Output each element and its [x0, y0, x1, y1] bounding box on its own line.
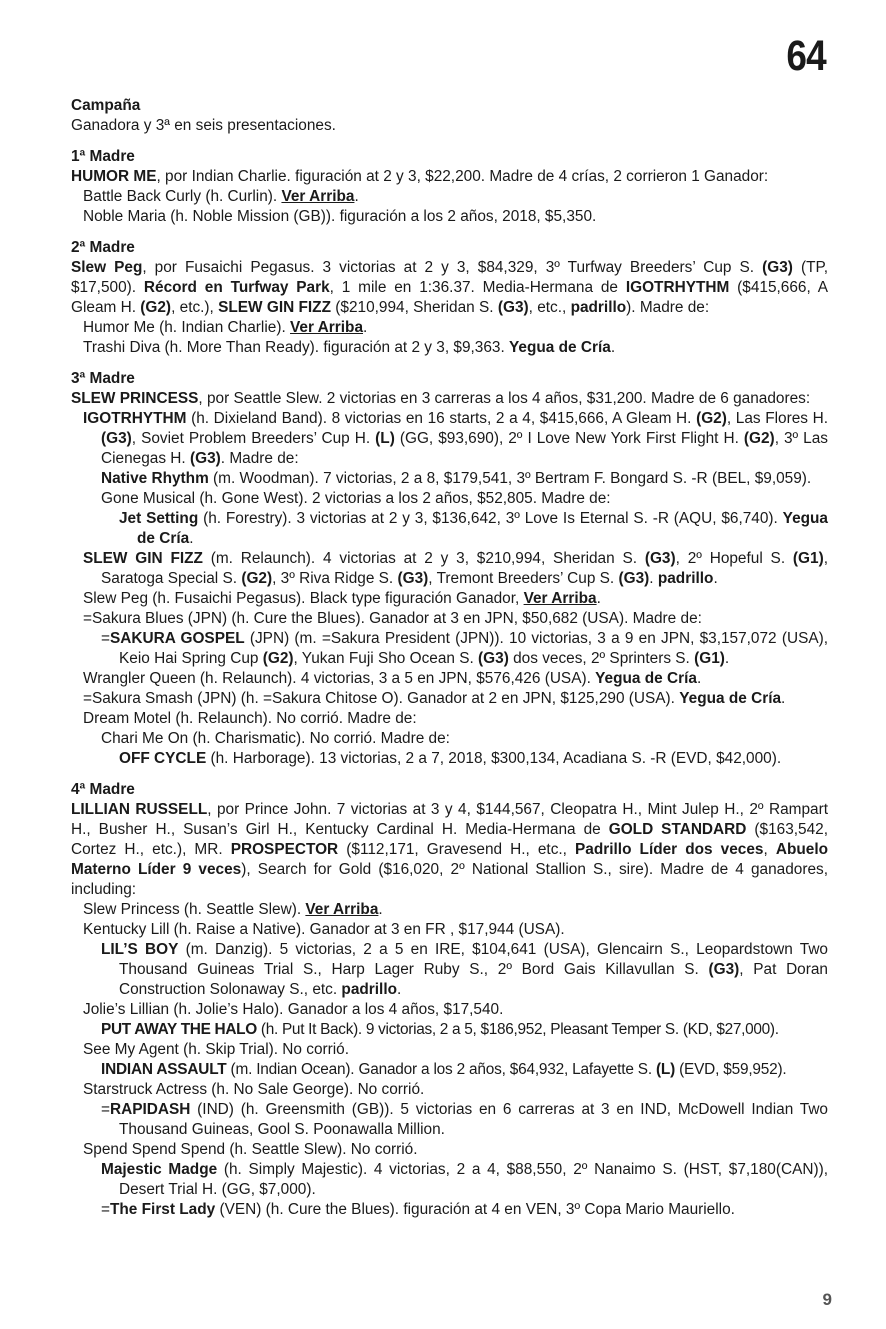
foal-text: (IND) (h. Greensmith (GB)). 5 victorias en 6 carreras at 3 en IND, McDowell Indian Two Thousand Guineas, Gool S. Poonawalla Million.: [119, 1101, 828, 1138]
foal-entry: [71, 920, 828, 940]
foal-text: =Sakura Blues (JPN) (h. Cure the Blues). Ganador at 3 en JPN, $50,682 (USA). Madre de:: [83, 610, 702, 627]
dam-text: ,: [763, 841, 776, 858]
foal-text: .: [649, 570, 658, 587]
foal-entry: [71, 940, 828, 1000]
grade-label: (G3): [644, 550, 676, 567]
foal-entry: [71, 318, 828, 338]
foal-text: (EVD, $59,952).: [675, 1061, 787, 1078]
foal-text: Kentucky Lill (h. Raise a Native). Ganador at 3 en FR , $17,944 (USA).: [83, 921, 565, 938]
campana-text: Ganadora y 3ª en seis presentaciones.: [71, 117, 336, 134]
foal-entry: [71, 1000, 828, 1020]
dam-text: , etc.),: [171, 299, 219, 316]
section-campana: [71, 96, 828, 136]
dam-text: ($415,666, A Gleam H.: [71, 279, 828, 316]
grade-label: (G3): [708, 961, 740, 978]
foal-end: .: [724, 650, 730, 667]
dam-name: HUMOR ME: [71, 168, 157, 185]
horse-name: GOLD STANDARD: [608, 821, 747, 838]
section-madre-1: [71, 147, 828, 227]
ver-arriba-link[interactable]: Ver Arriba: [281, 188, 355, 205]
foal-text: (m. Indian Ocean). Ganador a los 2 años, $64,932, Lafayette S.: [226, 1061, 656, 1078]
horse-name: The First Lady: [110, 1201, 216, 1218]
section-madre-2: [71, 238, 828, 358]
foal-end: .: [781, 690, 786, 707]
foal-entry: [71, 1100, 828, 1140]
grade-label: (G3): [478, 650, 509, 667]
foal-text: Jolie’s Lillian (h. Jolie’s Halo). Ganador a los 4 años, $17,540.: [83, 1001, 504, 1018]
sire-label: padrillo: [341, 981, 398, 998]
broodmare-label: Yegua de Cría: [679, 690, 782, 707]
foal-entry: [71, 609, 828, 629]
foal-text: , Las Flores H.: [726, 410, 828, 427]
foal-text: (m. Relaunch). 4 victorias at 2 y 3, $210,994, Sheridan S.: [202, 550, 645, 567]
section-title-madre-2: 2ª Madre: [71, 239, 135, 256]
foal-text: See My Agent (h. Skip Trial). No corrió.: [83, 1041, 350, 1058]
grade-label: (L): [655, 1061, 676, 1078]
ver-arriba-link[interactable]: Ver Arriba: [305, 901, 379, 918]
foal-text: (h. Simply Majestic). 4 victorias, 2 a 4, $88,550, 2º Nanaimo S. (HST, $7,180(CAN)), Desert Trial H. (GG, $7,000).: [119, 1161, 828, 1198]
dam-text: , por Indian Charlie. figuración at 2 y 3, $22,200. Madre de 4 crías, 2 corrieron 1 Ganador:: [156, 168, 769, 185]
foal-text: , Yukan Fuji Sho Ocean S.: [293, 650, 479, 667]
dam-paragraph: [71, 389, 828, 409]
grade-label: (G3): [618, 570, 650, 587]
foal-entry: [71, 338, 828, 358]
foal-text: , Saratoga Special S.: [101, 550, 828, 587]
foal-text: (JPN) (m. =Sakura President (JPN)). 10 victorias, 3 a 9 en JPN, $3,157,072 (USA), Keio Hai Spring Cup: [119, 630, 828, 667]
ver-arriba-link[interactable]: Ver Arriba: [290, 319, 363, 336]
foal-end: .: [610, 339, 616, 356]
foal-text: , 2º Hopeful S.: [675, 550, 793, 567]
foal-text: (h. Harborage). 13 victorias, 2 a 7, 2018, $300,134, Acadiana S. -R (EVD, $42,000).: [206, 750, 782, 767]
foal-entry: [71, 509, 828, 549]
foal-entry: [71, 629, 828, 669]
foal-entry: [71, 669, 828, 689]
grade-label: (L): [375, 430, 395, 447]
foal-entry: [71, 549, 828, 589]
foal-entry: [71, 689, 828, 709]
dam-paragraph: [71, 800, 828, 900]
grade-label: (G2): [241, 570, 273, 587]
foal-text: Chari Me On (h. Charismatic). No corrió. Madre de:: [101, 730, 450, 747]
grade-label: (G2): [140, 299, 172, 316]
dam-name: SLEW PRINCESS: [71, 390, 199, 407]
dam-paragraph: [71, 167, 828, 187]
horse-name: Majestic Madge: [101, 1161, 218, 1178]
foal-prefix: =: [101, 1201, 110, 1218]
ver-arriba-link[interactable]: Ver Arriba: [523, 590, 597, 607]
horse-name: LIL’S BOY: [101, 941, 179, 958]
sire-label: padrillo: [570, 299, 627, 316]
foal-entry: [71, 469, 828, 489]
horse-name: IGOTRHYTHM: [625, 279, 730, 296]
grade-label: (G3): [762, 259, 793, 276]
grade-label: (G2): [743, 430, 775, 447]
grade-label: (G2): [696, 410, 727, 427]
foal-text: (m. Woodman). 7 victorias, 2 a 8, $179,541, 3º Bertram F. Bongard S. -R (BEL, $9,059).: [208, 470, 812, 487]
horse-name: Jet Setting: [119, 510, 199, 527]
horse-name: SAKURA GOSPEL: [110, 630, 245, 647]
section-madre-4: [71, 780, 828, 1220]
sire-title-label: Padrillo Líder dos veces: [575, 841, 764, 858]
foal-entry: [71, 749, 828, 769]
grade-label: (G3): [397, 570, 429, 587]
pedigree-document: [71, 96, 828, 1231]
grade-label: (G3): [101, 430, 132, 447]
dam-text: (TP, $17,500).: [71, 259, 829, 296]
foal-text: Gone Musical (h. Gone West). 2 victorias a los 2 años, $52,805. Madre de:: [101, 490, 611, 507]
foal-end: .: [189, 530, 194, 547]
horse-name: INDIAN ASSAULT: [101, 1061, 227, 1078]
foal-text: (h. Dixieland Band). 8 victorias en 16 starts, 2 a 4, $415,666, A Gleam H.: [186, 410, 697, 427]
foal-entry: [71, 1200, 828, 1220]
section-madre-3: [71, 369, 828, 769]
broodmare-label: Yegua de Cría: [509, 339, 611, 356]
grade-label: (G3): [497, 299, 529, 316]
foal-entry: [71, 1020, 828, 1040]
foal-text: Spend Spend Spend (h. Seattle Slew). No corrió.: [83, 1141, 418, 1158]
foal-end: .: [354, 188, 359, 205]
dam-text: , por Seattle Slew. 2 victorias en 3 carreras a los 4 años, $31,200. Madre de 6 ganadores:: [198, 390, 811, 407]
foal-entry: [71, 409, 828, 469]
dam-name: Slew Peg: [71, 259, 143, 276]
dam-name: LILLIAN RUSSELL: [71, 801, 208, 818]
foal-end: .: [397, 981, 402, 998]
foal-text: dos veces, 2º Sprinters S.: [508, 650, 695, 667]
horse-name: SLEW GIN FIZZ: [218, 299, 331, 316]
foal-text: , 3º Riva Ridge S.: [272, 570, 398, 587]
foal-entry: [71, 709, 828, 729]
foal-entry: [71, 1160, 828, 1200]
foal-entry: [71, 489, 828, 509]
dam-text: ). Madre de:: [626, 299, 710, 316]
foal-text: , Soviet Problem Breeders’ Cup H.: [131, 430, 376, 447]
foal-text: Slew Peg (h. Fusaichi Pegasus). Black type figuración Ganador,: [83, 590, 524, 607]
horse-name: PUT AWAY THE HALO: [101, 1021, 257, 1038]
foal-entry: [71, 589, 828, 609]
foal-text: Battle Back Curly (h. Curlin).: [83, 188, 282, 205]
dam-text: ($112,171, Gravesend H., etc.,: [338, 841, 576, 858]
dam-text: , por Prince John. 7 victorias at 3 y 4, $144,567, Cleopatra H., Mint Julep H., 2º Rampart H., Busher H., Susan’s Girl H., Kentucky Cardinal H. Media-Hermana de: [71, 801, 828, 838]
section-title-madre-3: 3ª Madre: [71, 370, 135, 387]
foal-text: (VEN) (h. Cure the Blues). figuración at 4 en VEN, 3º Copa Mario Mauriello.: [215, 1201, 735, 1218]
section-title-madre-4: 4ª Madre: [71, 781, 135, 798]
sire-title-label: Abuelo Materno Líder 9 veces: [71, 841, 828, 878]
foal-entry: [71, 1080, 828, 1100]
grade-label: (G2): [262, 650, 294, 667]
foal-text: =Sakura Smash (JPN) (h. =Sakura Chitose O). Ganador at 2 en JPN, $125,290 (USA).: [83, 690, 680, 707]
section-title-madre-1: 1ª Madre: [71, 148, 135, 165]
section-title-campana: Campaña: [71, 97, 141, 114]
foal-end: .: [596, 590, 601, 607]
sire-label: padrillo: [657, 570, 714, 587]
dam-paragraph: [71, 258, 828, 318]
foal-text: Noble Maria (h. Noble Mission (GB)). figuración a los 2 años, 2018, $5,350.: [83, 208, 597, 225]
horse-name: SLEW GIN FIZZ: [83, 550, 203, 567]
foal-text: Dream Motel (h. Relaunch). No corrió. Madre de:: [83, 710, 417, 727]
broodmare-label: Yegua de Cría: [595, 670, 697, 687]
foal-text: (h. Put It Back). 9 victorias, 2 a 5, $186,952, Pleasant Temper S. (KD, $27,000).: [256, 1021, 779, 1038]
horse-name: RAPIDASH: [110, 1101, 191, 1118]
foal-end: .: [696, 670, 702, 687]
foal-entry: [71, 729, 828, 749]
foal-entry: [71, 187, 828, 207]
dam-text: ($163,542, Cortez H., etc.), MR.: [71, 821, 829, 858]
dam-text: ), Search for Gold ($16,020, 2º National Stallion S., sire). Madre de 4 ganadores, including:: [71, 861, 828, 898]
foal-prefix: =: [101, 1101, 110, 1118]
foal-text: Starstruck Actress (h. No Sale George). No corrió.: [83, 1081, 425, 1098]
foal-prefix: =: [101, 630, 110, 647]
page-number: 9: [822, 1290, 832, 1309]
foal-text: , Tremont Breeders’ Cup S.: [428, 570, 619, 587]
record-label: Récord en Turfway Park: [143, 279, 330, 296]
dam-text: , por Fusaichi Pegasus. 3 victorias at 2 y 3, $84,329, 3º Turfway Breeders’ Cup S.: [142, 259, 763, 276]
foal-text: , Pat Doran Construction Solonaway S., etc.: [119, 961, 828, 998]
foal-text: Trashi Diva (h. More Than Ready). figuración at 2 y 3, $9,363.: [83, 339, 510, 356]
foal-end: .: [378, 901, 383, 918]
grade-label: (G1): [792, 550, 824, 567]
foal-text: Humor Me (h. Indian Charlie).: [83, 319, 290, 336]
foal-text: , 3º Las Cienegas H.: [101, 430, 828, 467]
horse-name: IGOTRHYTHM: [83, 410, 187, 427]
foal-entry: [71, 1140, 828, 1160]
horse-name: PROSPECTOR: [230, 841, 339, 858]
broodmare-label: Yegua de Cría: [137, 510, 828, 547]
foal-text: Slew Princess (h. Seattle Slew).: [83, 901, 306, 918]
foal-end: .: [713, 570, 718, 587]
foal-text: Wrangler Queen (h. Relaunch). 4 victorias, 3 a 5 en JPN, $576,426 (USA).: [83, 670, 596, 687]
foal-text: . Madre de:: [220, 450, 299, 467]
grade-label: (G3): [189, 450, 221, 467]
horse-name: OFF CYCLE: [119, 750, 207, 767]
foal-end: .: [363, 319, 368, 336]
dam-text: , etc.,: [528, 299, 571, 316]
lot-number: 64: [786, 32, 826, 80]
foal-text: (m. Danzig). 5 victorias, 2 a 5 en IRE, $104,641 (USA), Glencairn S., Leopardstown Two Thousand Guineas Trial S., Harp Lager Ruby S., 2º Bord Gais Killavullan S.: [119, 941, 828, 978]
foal-entry: [71, 1040, 828, 1060]
foal-entry: [71, 207, 828, 227]
dam-text: ($210,994, Sheridan S.: [330, 299, 498, 316]
horse-name: Native Rhythm: [101, 470, 209, 487]
foal-text: (h. Forestry). 3 victorias at 2 y 3, $136,642, 3º Love Is Eternal S. -R (AQU, $6,740).: [198, 510, 783, 527]
foal-entry: [71, 900, 828, 920]
dam-text: , 1 mile en 1:36.37. Media-Hermana de: [329, 279, 626, 296]
foal-entry: [71, 1060, 828, 1080]
foal-text: (GG, $93,690), 2º I Love New York First Flight H.: [394, 430, 744, 447]
grade-label: (G1): [694, 650, 725, 667]
